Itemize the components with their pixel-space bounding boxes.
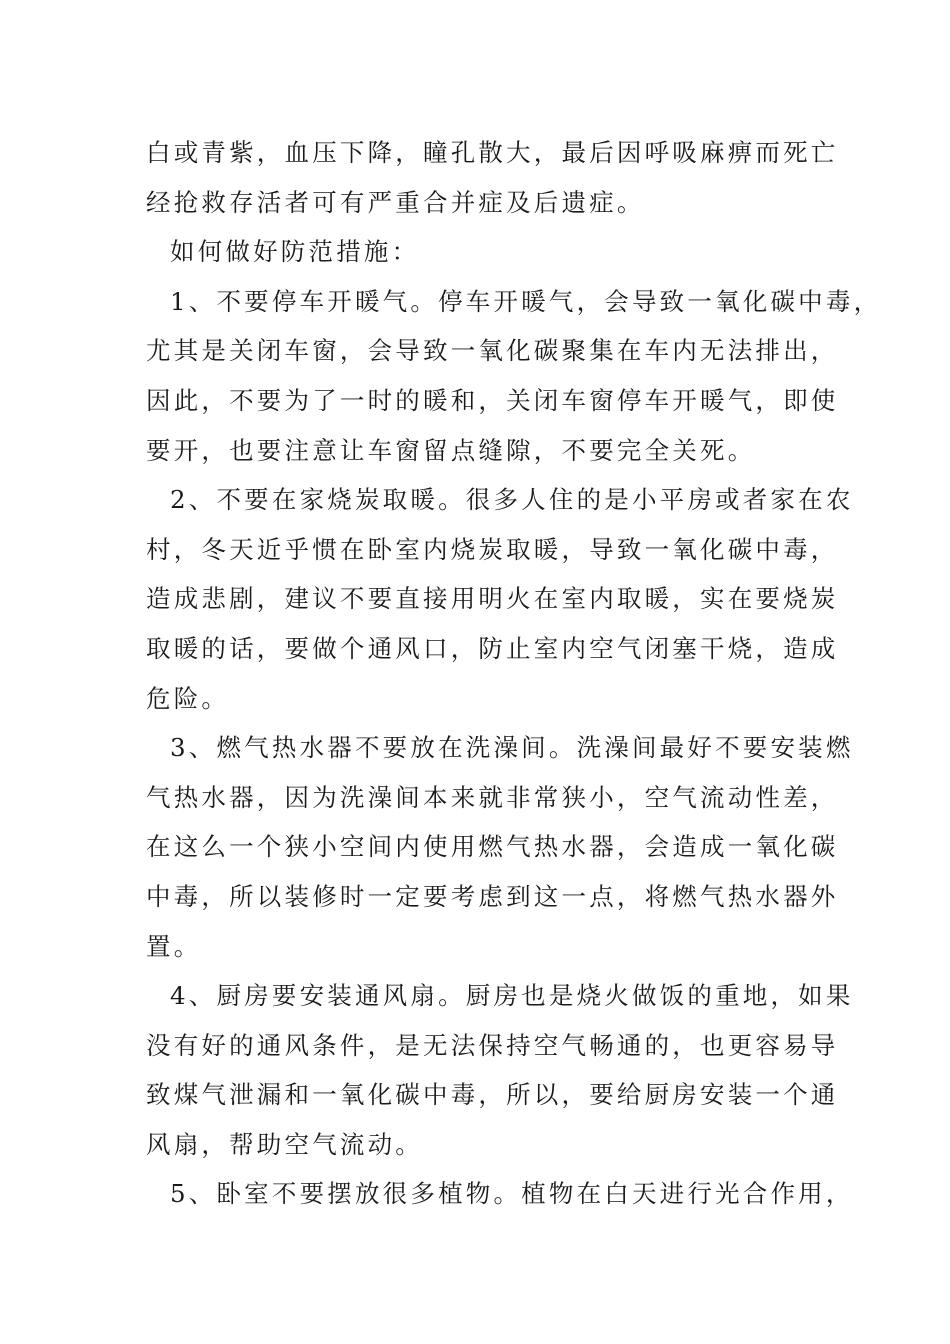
text-line: 因此，不要为了一时的暖和，关闭车窗停车开暖气，即使: [146, 385, 839, 415]
text-line: 在这么一个狭小空间内使用燃气热水器，会造成一氧化碳: [146, 832, 839, 862]
text-line: 危险。: [146, 683, 230, 713]
list-item-3-line: 3、燃气热水器不要放在洗澡间。洗澡间最好不要安装燃: [170, 733, 854, 763]
text-line: 置。: [146, 931, 202, 961]
list-item-2-line: 2、不要在家烧炭取暖。很多人住的是小平房或者家在农: [170, 485, 854, 515]
text-line: 白或青紫，血压下降，瞳孔散大，最后因呼吸麻痹而死亡: [146, 138, 839, 167]
section-heading: 如何做好防范措施：: [170, 237, 420, 267]
text-line: 风扇，帮助空气流动。: [146, 1129, 423, 1159]
text-line: 经抢救存活者可有严重合并症及后遗症。: [146, 187, 645, 217]
text-line: 村，冬天近乎惯在卧室内烧炭取暖，导致一氧化碳中毒，: [146, 534, 839, 564]
text-line: 没有好的通风条件，是无法保持空气畅通的，也更容易导: [146, 1030, 839, 1060]
text-line: 造成悲剧，建议不要直接用明火在室内取暖，实在要烧炭: [146, 584, 839, 614]
list-item-1-line: 1、不要停车开暖气。停车开暖气，会导致一氧化碳中毒，: [170, 286, 882, 316]
list-item-4-line: 4、厨房要安装通风扇。厨房也是烧火做饭的重地，如果: [170, 981, 854, 1011]
list-item-5-line: 5、卧室不要摆放很多植物。植物在白天进行光合作用，: [170, 1179, 854, 1209]
text-line: 尤其是关闭车窗，会导致一氧化碳聚集在车内无法排出，: [146, 336, 839, 366]
text-line: 中毒，所以装修时一定要考虑到这一点，将燃气热水器外: [146, 881, 839, 911]
document-body: [146, 128, 882, 1219]
text-line: 气热水器，因为洗澡间本来就非常狭小，空气流动性差，: [146, 782, 839, 812]
text-line: 要开，也要注意让车窗留点缝隙，不要完全关死。: [146, 435, 756, 465]
text-line: 致煤气泄漏和一氧化碳中毒，所以，要给厨房安装一个通: [146, 1080, 839, 1110]
text-line: 取暖的话，要做个通风口，防止室内空气闭塞干烧，造成: [146, 633, 839, 663]
